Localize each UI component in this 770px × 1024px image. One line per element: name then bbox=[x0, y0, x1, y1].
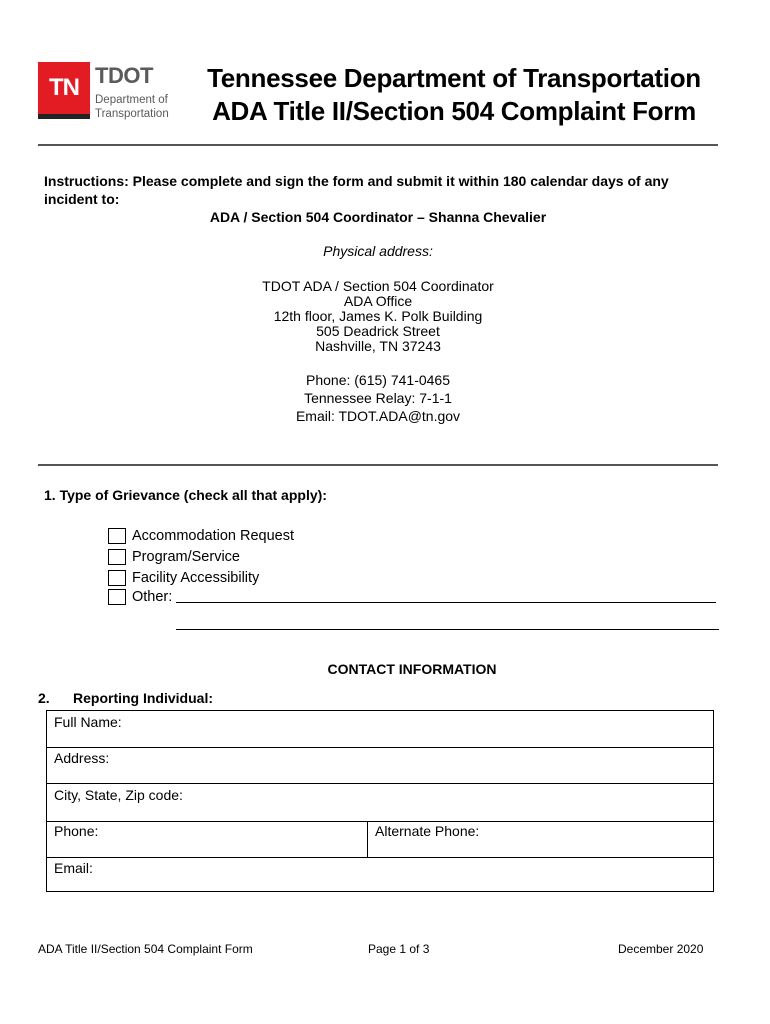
section-number: 2. bbox=[38, 690, 50, 706]
phone-label: Phone: bbox=[54, 823, 99, 839]
address-label: Address: bbox=[54, 750, 110, 766]
row-divider bbox=[47, 783, 713, 784]
accommodation-checkbox[interactable] bbox=[108, 528, 126, 544]
row-divider bbox=[47, 821, 713, 822]
other-label: Other: bbox=[132, 589, 173, 605]
email-label: Email: bbox=[54, 860, 93, 876]
email-address: Email: TDOT.ADA@tn.gov bbox=[295, 408, 461, 424]
address-line-2: ADA Office bbox=[343, 293, 413, 309]
page-title-line2: ADA Title II/Section 504 Complaint Form bbox=[212, 96, 696, 126]
address-line-1: TDOT ADA / Section 504 Coordinator bbox=[262, 278, 494, 294]
option-other[interactable] bbox=[108, 587, 172, 607]
coordinator-name: ADA / Section 504 Coordinator – Shanna Chevalier bbox=[209, 209, 547, 225]
page-title-line1: Tennessee Department of Transportation bbox=[207, 63, 701, 93]
footer-form-name: ADA Title II/Section 504 Complaint Form bbox=[38, 942, 253, 956]
option-facility[interactable] bbox=[108, 568, 259, 588]
header-divider bbox=[38, 144, 718, 146]
contact-info-heading: CONTACT INFORMATION bbox=[327, 661, 497, 677]
city-state-zip-label: City, State, Zip code: bbox=[54, 787, 183, 803]
logo-underline bbox=[38, 114, 90, 119]
instructions-text: Instructions: Please complete and sign the form and submit it within 180 calendar days of any incident to: bbox=[44, 173, 669, 207]
other-text-line[interactable] bbox=[176, 602, 716, 603]
accommodation-label: Accommodation Request bbox=[132, 528, 294, 544]
grievance-heading: 1. Type of Grievance (check all that apply): bbox=[44, 487, 327, 503]
phone-number: Phone: (615) 741-0465 bbox=[306, 372, 450, 388]
other-checkbox[interactable] bbox=[108, 589, 126, 605]
row-divider bbox=[47, 857, 713, 858]
full-name-label: Full Name: bbox=[54, 714, 122, 730]
facility-label: Facility Accessibility bbox=[132, 570, 260, 586]
program-service-label: Program/Service bbox=[132, 549, 240, 565]
logo-subtitle-line2: Transportation bbox=[95, 108, 169, 120]
row-divider bbox=[47, 747, 713, 748]
footer-page-number: Page 1 of 3 bbox=[368, 942, 430, 956]
option-program-service[interactable] bbox=[108, 547, 240, 567]
contact-form-table bbox=[46, 710, 714, 892]
program-service-checkbox[interactable] bbox=[108, 549, 126, 565]
address-line-4: 505 Deadrick Street bbox=[316, 323, 440, 339]
logo-department-text bbox=[95, 93, 185, 121]
physical-address-label: Physical address: bbox=[323, 243, 433, 259]
address-line-5: Nashville, TN 37243 bbox=[315, 338, 441, 354]
option-accommodation[interactable] bbox=[108, 526, 294, 546]
tdot-logo-text: TDOT bbox=[95, 63, 153, 88]
alternate-phone-label: Alternate Phone: bbox=[375, 823, 480, 839]
tn-logo-badge: TN bbox=[38, 62, 90, 114]
logo-subtitle-line1: Department of bbox=[95, 94, 168, 106]
section-divider bbox=[38, 464, 718, 466]
relay-number: Tennessee Relay: 7-1-1 bbox=[304, 390, 452, 406]
facility-checkbox[interactable] bbox=[108, 570, 126, 586]
address-line-3: 12th floor, James K. Polk Building bbox=[273, 308, 483, 324]
other-text-line-2[interactable] bbox=[176, 629, 719, 630]
reporting-individual-label: Reporting Individual: bbox=[73, 690, 213, 706]
phone-column-divider bbox=[367, 821, 368, 858]
footer-date: December 2020 bbox=[618, 942, 704, 956]
